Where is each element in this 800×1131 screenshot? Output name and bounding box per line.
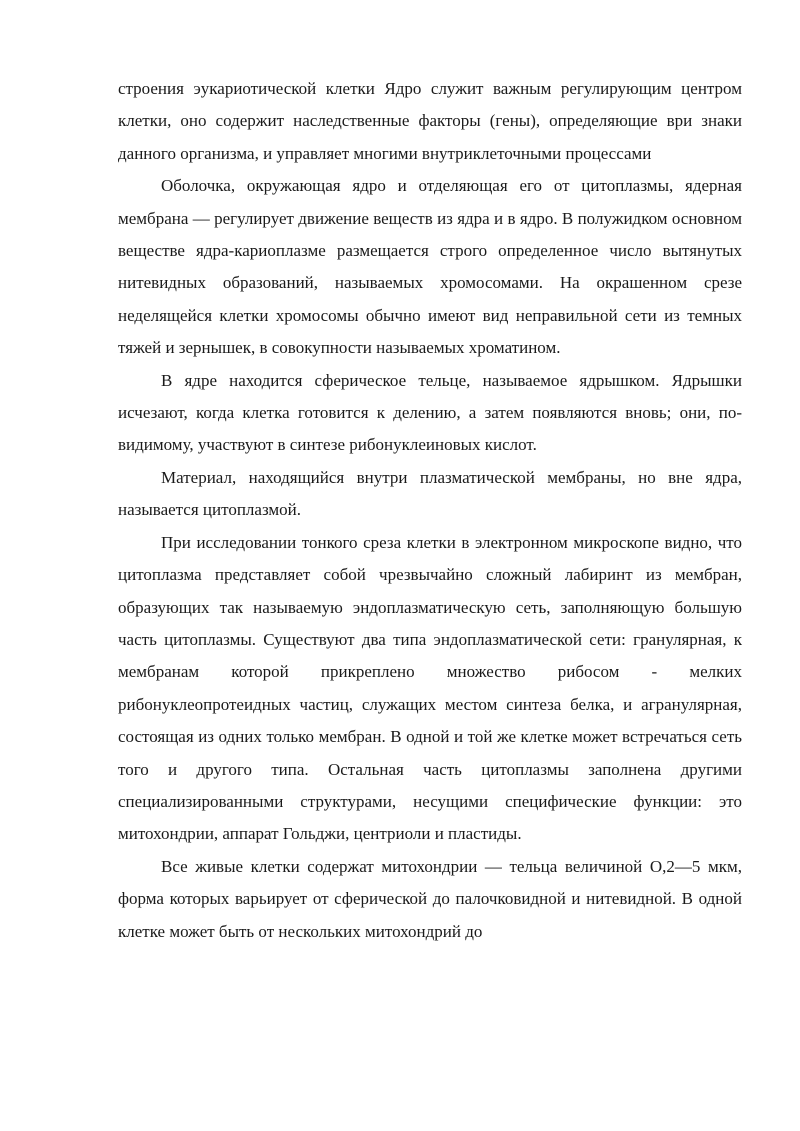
paragraph-endoplasmic-reticulum: При исследовании тонкого среза клетки в электронном микроскопе видно, что цитоплазма представляет собой чрезвычайно сложный лабиринт из мембран, образующих так называемую эндоплазматическую сеть, заполняющую большую часть цитоплазмы. Существуют два типа эндоплазматической сети: гранулярная, к мембранам которой прикреплено множество рибосом - мелких рибонуклеопротеидных частиц, служащих местом синтеза белка, и агранулярная, состоящая из одних только мембран. В одной и той же клетке может встречаться сеть того и другого типа. Остальная часть цитоплазмы заполнена другими специализированными структурами, несущими специфические функции: это митохондрии, аппарат Гольджи, центриоли и пластиды. [118,532,742,844]
body-text [118,73,742,948]
paragraph-cytoplasm-definition: Материал, находящийся внутри плазматической мембраны, но вне ядра, называется цитоплазмой. [118,467,742,520]
paragraph-nucleus-role: строения эукариотической клетки Ядро служит важным регулирующим центром клетки, оно содержит наследственные факторы (гены), определяющие ври знаки данного организма, и управляет многими внутриклеточными процессами [118,79,742,163]
paragraph-nucleolus: В ядре находится сферическое тельце, называемое ядрышком. Ядрышки исчезают, когда клетка готовится к делению, а затем появляются вновь; они, по-видимому, участвуют в синтезе рибонуклеиновых кислот. [118,370,742,455]
paragraph-mitochondria: Все живые клетки содержат митохондрии — тельца величиной О,2—5 мкм, форма которых варьирует от сферической до палочковидной и нитевидной. В одной клетке может быть от нескольких митохондрий до [118,856,742,941]
paragraph-nuclear-membrane: Оболочка, окружающая ядро и отделяющая его от цитоплазмы, ядерная мембрана — регулирует движение веществ из ядра и в ядро. В полужидком основном веществе ядра-кариоплазме размещается строго определенное число вытянутых нитевидных образований, называемых хромосомами. На окрашенном срезе неделящейся клетки хромосомы обычно имеют вид неправильной сети из темных тяжей и зернышек, в совокупности называемых хроматином. [118,176,742,358]
